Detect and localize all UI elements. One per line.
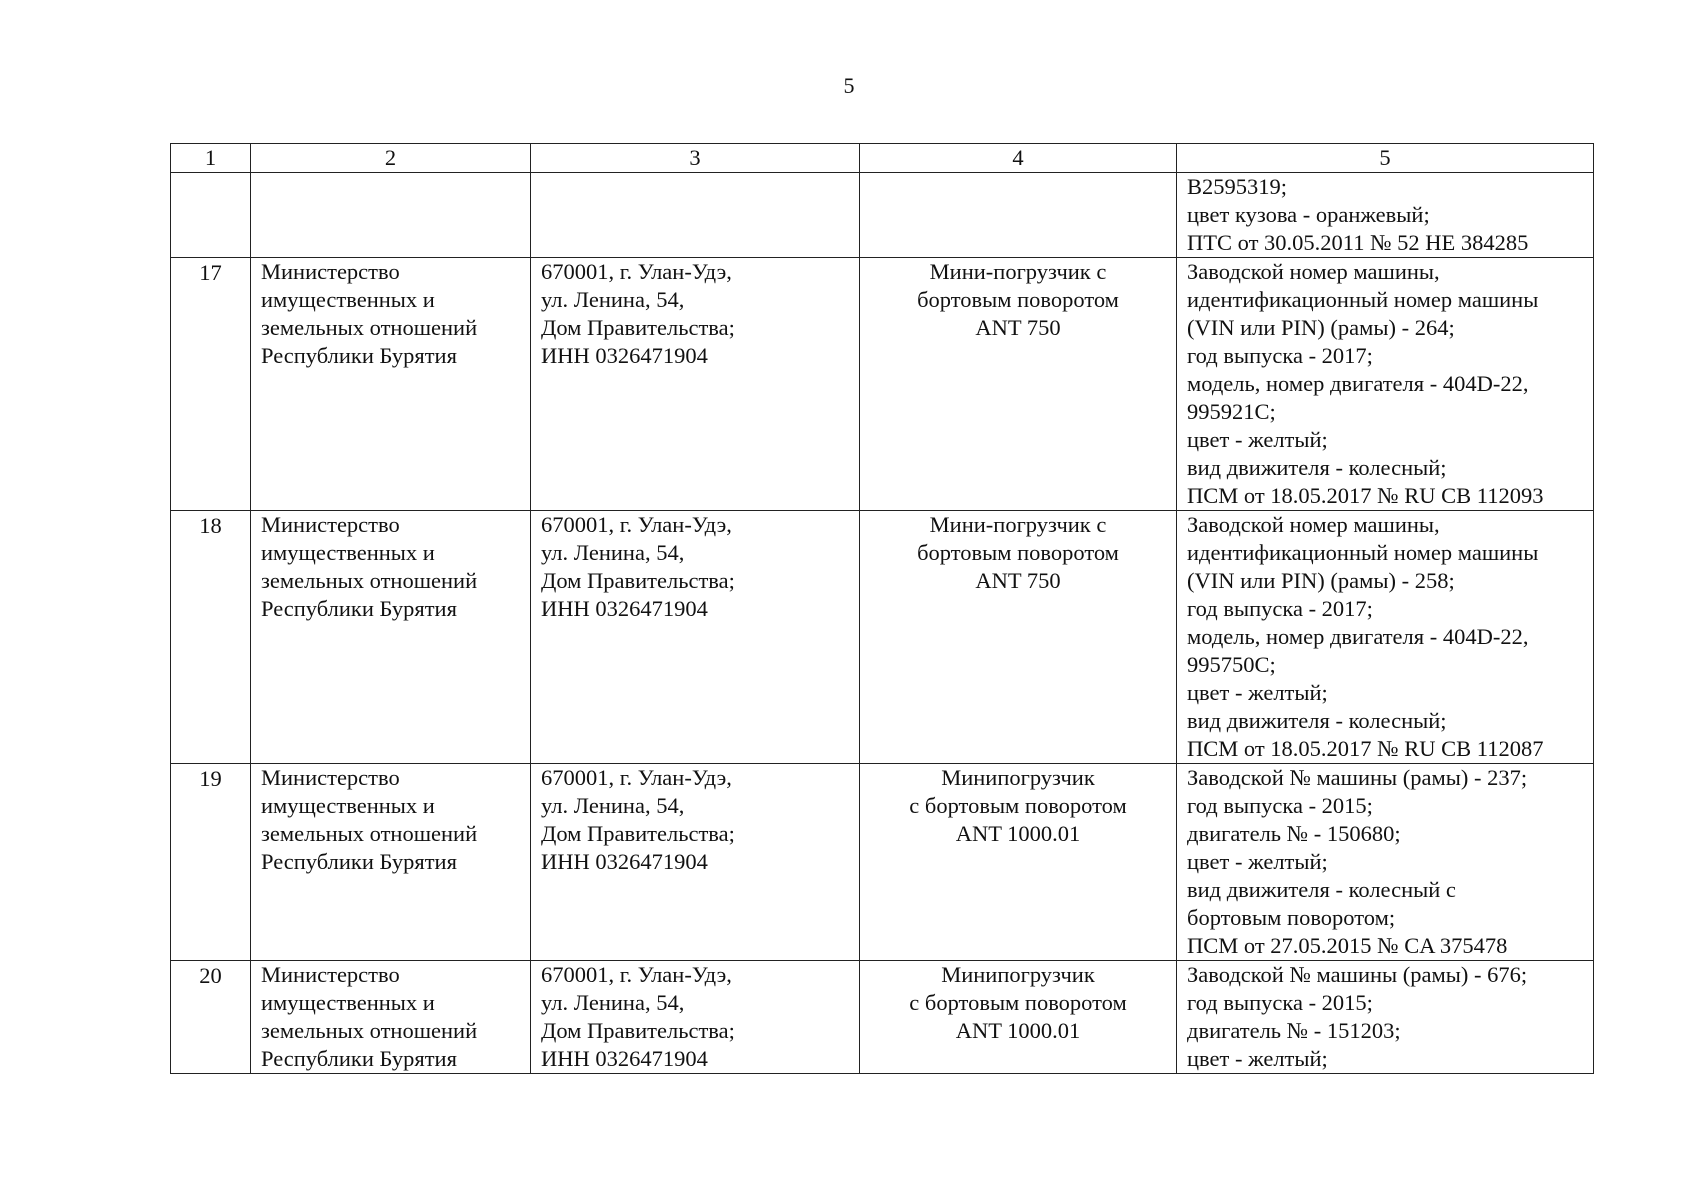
details-line: 995750C; (1187, 652, 1276, 677)
table-row (171, 511, 1594, 764)
cell-address (531, 258, 860, 511)
cell-details (1177, 764, 1594, 961)
address-line: ул. Ленина, 54, (541, 793, 685, 818)
cell-object (860, 961, 1177, 1074)
header-col-1: 1 (171, 144, 251, 173)
address-line: ул. Ленина, 54, (541, 990, 685, 1015)
details-line: ПСМ от 18.05.2017 № RU CB 112093 (1187, 483, 1544, 508)
header-col-4: 4 (860, 144, 1177, 173)
details-line: вид движителя - колесный с (1187, 877, 1456, 902)
owner-line: Республики Бурятия (261, 343, 457, 368)
object-line: Мини-погрузчик с (929, 512, 1107, 537)
object-line: с бортовым поворотом (909, 793, 1127, 818)
details-line: 995921C; (1187, 399, 1276, 424)
details-line: двигатель № - 151203; (1187, 1018, 1401, 1043)
address-line: 670001, г. Улан-Удэ, (541, 259, 732, 284)
details-line: (VIN или PIN) (рамы) - 258; (1187, 568, 1455, 593)
details-line: ПТС от 30.05.2011 № 52 НЕ 384285 (1187, 230, 1529, 255)
cell-num: 20 (171, 961, 251, 1074)
cell-address (531, 961, 860, 1074)
cell-details (1177, 258, 1594, 511)
details-line: модель, номер двигателя - 404D-22, (1187, 624, 1529, 649)
table-header (171, 144, 1594, 173)
object-line: Мини-погрузчик с (929, 259, 1107, 284)
address-line: Дом Правительства; (541, 821, 735, 846)
cell-num (171, 173, 251, 258)
details-line: цвет - желтый; (1187, 1046, 1328, 1071)
continuation-row (171, 173, 1594, 258)
address-line: 670001, г. Улан-Удэ, (541, 765, 732, 790)
cell-owner (251, 173, 531, 258)
object-line: бортовым поворотом (917, 287, 1119, 312)
cell-owner (251, 961, 531, 1074)
cell-address (531, 173, 860, 258)
address-line: 670001, г. Улан-Удэ, (541, 962, 732, 987)
object-line: ANT 750 (975, 315, 1061, 340)
details-line: идентификационный номер машины (1187, 287, 1539, 312)
details-line: идентификационный номер машины (1187, 540, 1539, 565)
details-line: (VIN или PIN) (рамы) - 264; (1187, 315, 1455, 340)
page-number: 5 (843, 73, 855, 98)
cell-object (860, 258, 1177, 511)
object-line: ANT 750 (975, 568, 1061, 593)
owner-line: имущественных и (261, 540, 435, 565)
details-line: вид движителя - колесный; (1187, 455, 1447, 480)
owner-line: имущественных и (261, 990, 435, 1015)
table-body (171, 173, 1594, 1074)
owner-line: Республики Бурятия (261, 849, 457, 874)
object-line: ANT 1000.01 (955, 1018, 1081, 1043)
owner-line: Министерство (261, 765, 400, 790)
details-line: B2595319; (1187, 174, 1288, 199)
owner-line: имущественных и (261, 793, 435, 818)
cell-num: 19 (171, 764, 251, 961)
cell-details (1177, 173, 1594, 258)
cell-object (860, 173, 1177, 258)
cell-address (531, 764, 860, 961)
cell-details (1177, 961, 1594, 1074)
details-line: модель, номер двигателя - 404D-22, (1187, 371, 1529, 396)
address-line: 670001, г. Улан-Удэ, (541, 512, 732, 537)
cell-num: 17 (171, 258, 251, 511)
header-col-3: 3 (531, 144, 860, 173)
details-line: бортовым поворотом; (1187, 905, 1396, 930)
object-line: Минипогрузчик (941, 962, 1095, 987)
header-row (171, 144, 1594, 173)
table-row (171, 764, 1594, 961)
address-line: ИНН 0326471904 (541, 596, 708, 621)
owner-line: Министерство (261, 962, 400, 987)
details-line: двигатель № - 150680; (1187, 821, 1401, 846)
address-line: Дом Правительства; (541, 1018, 735, 1043)
address-line: Дом Правительства; (541, 568, 735, 593)
address-line: ИНН 0326471904 (541, 849, 708, 874)
object-line: ANT 1000.01 (955, 821, 1081, 846)
object-line: Минипогрузчик (941, 765, 1095, 790)
owner-line: Республики Бурятия (261, 596, 457, 621)
cell-owner (251, 258, 531, 511)
address-line: Дом Правительства; (541, 315, 735, 340)
details-line: год выпуска - 2017; (1187, 596, 1373, 621)
registry-table (170, 143, 1594, 1074)
object-line: бортовым поворотом (917, 540, 1119, 565)
owner-line: Министерство (261, 512, 400, 537)
owner-line: Республики Бурятия (261, 1046, 457, 1071)
cell-object (860, 511, 1177, 764)
details-line: ПСМ от 18.05.2017 № RU CB 112087 (1187, 736, 1544, 761)
details-line: год выпуска - 2015; (1187, 793, 1373, 818)
details-line: год выпуска - 2015; (1187, 990, 1373, 1015)
cell-object (860, 764, 1177, 961)
cell-owner (251, 764, 531, 961)
details-line: Заводской № машины (рамы) - 676; (1187, 962, 1528, 987)
owner-line: Министерство (261, 259, 400, 284)
details-line: цвет - желтый; (1187, 427, 1328, 452)
cell-owner (251, 511, 531, 764)
address-line: ул. Ленина, 54, (541, 287, 685, 312)
details-line: вид движителя - колесный; (1187, 708, 1447, 733)
details-line: Заводской номер машины, (1187, 259, 1440, 284)
owner-line: земельных отношений (261, 821, 478, 846)
owner-line: земельных отношений (261, 315, 478, 340)
details-line: цвет - желтый; (1187, 680, 1328, 705)
cell-details (1177, 511, 1594, 764)
table-row (171, 961, 1594, 1074)
details-line: год выпуска - 2017; (1187, 343, 1373, 368)
address-line: ИНН 0326471904 (541, 1046, 708, 1071)
address-line: ИНН 0326471904 (541, 343, 708, 368)
address-line: ул. Ленина, 54, (541, 540, 685, 565)
table-row (171, 258, 1594, 511)
details-line: Заводской номер машины, (1187, 512, 1440, 537)
header-col-2: 2 (251, 144, 531, 173)
owner-line: имущественных и (261, 287, 435, 312)
header-col-5: 5 (1177, 144, 1594, 173)
details-line: ПСМ от 27.05.2015 № CA 375478 (1187, 933, 1508, 958)
owner-line: земельных отношений (261, 1018, 478, 1043)
details-line: цвет кузова - оранжевый; (1187, 202, 1430, 227)
cell-num: 18 (171, 511, 251, 764)
object-line: с бортовым поворотом (909, 990, 1127, 1015)
details-line: Заводской № машины (рамы) - 237; (1187, 765, 1528, 790)
cell-address (531, 511, 860, 764)
details-line: цвет - желтый; (1187, 849, 1328, 874)
owner-line: земельных отношений (261, 568, 478, 593)
